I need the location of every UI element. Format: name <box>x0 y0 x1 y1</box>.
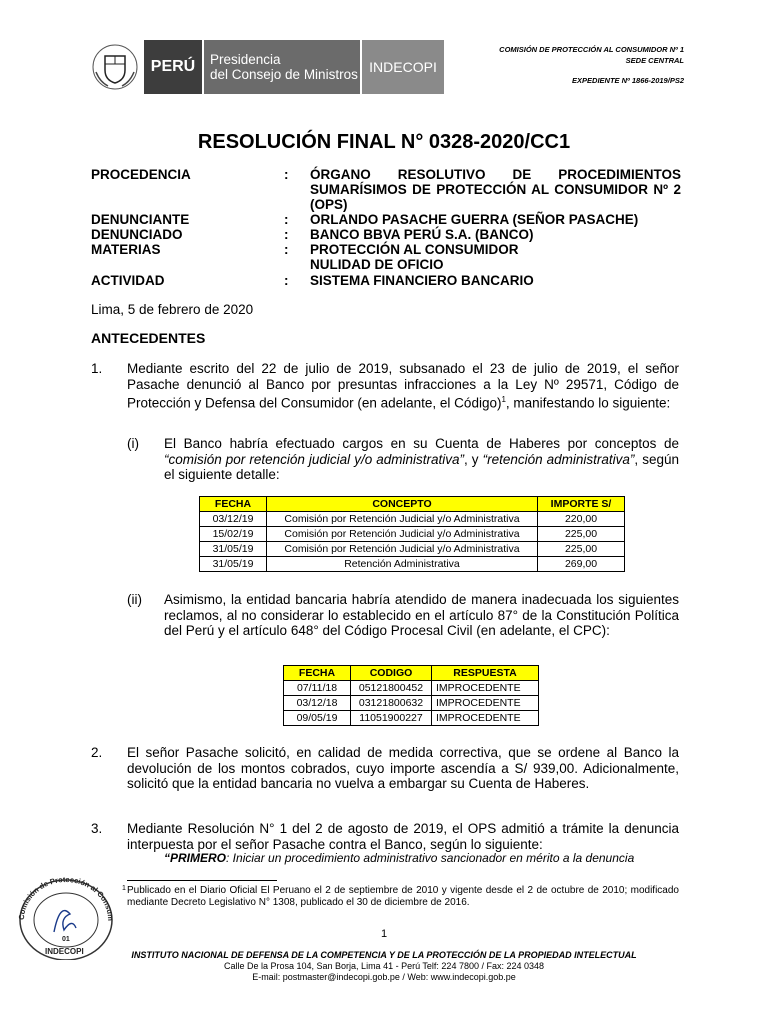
footer <box>0 950 768 983</box>
stamp-ring-text: Comisión de Protección al Consum <box>16 874 116 922</box>
field-value: ÓRGANO RESOLUTIVO DE PROCEDIMIENTOS SUMARÍSIMOS DE PROTECCIÓN AL CONSUMIDOR Nº 2 (OPS) <box>310 167 681 212</box>
footnote-divider <box>127 880 277 881</box>
table-row <box>200 557 625 572</box>
header-expediente: EXPEDIENTE Nº 1866-2019/PS2 <box>572 76 684 85</box>
field-label: MATERIAS <box>91 242 161 257</box>
paragraph-2: El señor Pasache solicitó, en calidad de medida correctiva, que se ordene al Banco la devolución de los montos cobrados, cuyo importe ascendía a S/ 939,00. Adicionalmente, solicitó que la entidad bancaria no vuelva a embargar su Cuenta de Haberes. <box>127 745 679 791</box>
paragraph-1 <box>127 361 679 411</box>
table-row <box>200 527 625 542</box>
resolution-title: RESOLUCIÓN FINAL N° 0328-2020/CC1 <box>197 131 571 153</box>
table-row <box>284 696 539 711</box>
claims-table-wrap <box>283 665 539 726</box>
header-commission: COMISIÓN DE PROTECCIÓN AL CONSUMIDOR Nº 1 <box>499 45 684 54</box>
paragraph-number: 1. <box>91 361 103 376</box>
pcm-line1: Presidencia <box>210 52 281 67</box>
table-header-cell: CODIGO <box>351 666 432 681</box>
field-colon: : <box>284 212 289 227</box>
pcm-line2: del Consejo de Ministros <box>210 67 358 82</box>
table-header-cell: RESPUESTA <box>432 666 539 681</box>
field-value: SISTEMA FINANCIERO BANCARIO <box>310 273 534 288</box>
table-cell: 03121800632 <box>351 696 432 711</box>
table-header-cell: IMPORTE S/ <box>538 497 625 512</box>
p1-text-end: , manifestando lo siguiente: <box>505 395 671 411</box>
item-ii: Asimismo, la entidad bancaria habría atendido de manera inadecuada los siguientes reclamos, al no considerar lo establecido en el artículo 87° de la Constitución Política del Perú y el artículo 648° del Código Procesal Civil (en adelante, el CPC): <box>164 592 679 638</box>
materia-2: NULIDAD DE OFICIO <box>310 257 444 272</box>
charges-table <box>199 496 625 572</box>
table-cell: 269,00 <box>538 557 625 572</box>
table-header-row <box>200 497 625 512</box>
paragraph-number: 3. <box>91 821 103 836</box>
table-cell: 07/11/18 <box>284 681 351 696</box>
p1-text: Mediante escrito del 22 de julio de 2019, subsanado el 23 de julio de 2019, el señor Pasache denunció al Banco por presuntas infracciones a la Ley Nº 29571, Código de Protección y Defensa del Consumidor (en adelante, el Código) <box>127 361 679 411</box>
header-sede: SEDE CENTRAL <box>625 56 684 65</box>
svg-text:Comisión de Protección al Cons <box>10 870 115 921</box>
date-line: Lima, 5 de febrero de 2020 <box>91 302 254 317</box>
stamp-number: 01 <box>62 936 70 943</box>
item-i-italic: “comisión por retención judicial y/o administrativa” <box>164 451 465 467</box>
field-label: PROCEDENCIA <box>91 167 191 182</box>
table-cell: 225,00 <box>538 542 625 557</box>
field-procedencia <box>91 167 681 212</box>
footer-contact: E-mail: postmaster@indecopi.gob.pe / Web: www.indecopi.gob.pe <box>252 972 516 982</box>
field-label: DENUNCIADO <box>91 227 183 242</box>
field-colon: : <box>284 227 289 242</box>
table-cell: IMPROCEDENTE <box>432 711 539 726</box>
item-i-text: , y <box>464 451 483 467</box>
charges-table-wrap <box>199 496 625 572</box>
table-cell: 05121800452 <box>351 681 432 696</box>
table-cell: Comisión por Retención Judicial y/o Administrativa <box>267 512 538 527</box>
table-cell: 03/12/18 <box>284 696 351 711</box>
quote-line <box>164 851 679 865</box>
field-colon: : <box>284 167 289 182</box>
table-header-cell: FECHA <box>200 497 267 512</box>
table-header-cell: CONCEPTO <box>267 497 538 512</box>
materia-1: PROTECCIÓN AL CONSUMIDOR <box>310 242 519 257</box>
section-heading: ANTECEDENTES <box>91 330 206 346</box>
item-number: (i) <box>127 436 139 451</box>
field-label: DENUNCIANTE <box>91 212 190 227</box>
field-colon: : <box>284 273 289 288</box>
table-row <box>200 542 625 557</box>
field-value <box>310 242 681 272</box>
item-number: (ii) <box>127 592 142 607</box>
field-materias <box>91 242 681 272</box>
table-cell: 03/12/19 <box>200 512 267 527</box>
table-cell: 11051900227 <box>351 711 432 726</box>
item-i-text: , según el siguiente detalle: <box>164 451 679 482</box>
field-label: ACTIVIDAD <box>91 273 165 288</box>
table-cell: Comisión por Retención Judicial y/o Administrativa <box>267 542 538 557</box>
paragraph-number: 2. <box>91 745 103 760</box>
table-cell: IMPROCEDENTE <box>432 681 539 696</box>
item-i-text: El Banco habría efectuado cargos en su Cuenta de Haberes por conceptos de <box>164 436 679 451</box>
field-value: BANCO BBVA PERÚ S.A. (BANCO) <box>310 227 534 242</box>
quote-text: : Iniciar un procedimiento administrativo sancionador en mérito a la denuncia <box>226 851 635 865</box>
claims-table <box>283 665 539 726</box>
official-stamp <box>10 870 120 960</box>
field-actividad <box>91 273 681 288</box>
table-cell: Retención Administrativa <box>267 557 538 572</box>
table-header-row <box>284 666 539 681</box>
coat-of-arms-icon <box>88 40 142 94</box>
footnote-text: Publicado en el Diario Oficial El Peruano el 2 de septiembre de 2010 y vigente desde el 2 de octubre de 2010; modificado mediante Decreto Legislativo N° 1308, publicado el 30 de diciembre de 2016. <box>127 885 679 908</box>
table-cell: 220,00 <box>538 512 625 527</box>
footnote-ref: 1 <box>501 395 506 404</box>
table-header-cell: FECHA <box>284 666 351 681</box>
case-fields <box>91 167 681 288</box>
table-cell: IMPROCEDENTE <box>432 696 539 711</box>
table-cell: 31/05/19 <box>200 542 267 557</box>
footer-address: Calle De la Prosa 104, San Borja, Lima 41 - Perú Telf: 224 7800 / Fax: 224 0348 <box>223 961 545 971</box>
footnote-number: 1 <box>122 885 126 892</box>
table-cell: 09/05/19 <box>284 711 351 726</box>
table-cell: Comisión por Retención Judicial y/o Administrativa <box>267 527 538 542</box>
item-i <box>164 436 679 483</box>
table-row <box>284 681 539 696</box>
field-denunciante <box>91 212 681 227</box>
table-cell: 225,00 <box>538 527 625 542</box>
pcm-label <box>204 40 360 94</box>
field-value: ORLANDO PASACHE GUERRA (SEÑOR PASACHE) <box>310 212 639 227</box>
paragraph-3: Mediante Resolución N° 1 del 2 de agosto de 2019, el OPS admitió a trámite la denuncia interpuesta por el señor Pasache contra el Banco, según lo siguiente: <box>127 821 679 852</box>
quote-bold: “PRIMERO <box>164 851 227 865</box>
indecopi-label: INDECOPI <box>362 40 444 94</box>
field-denunciado <box>91 227 681 242</box>
table-cell: 31/05/19 <box>200 557 267 572</box>
header-right-info <box>499 44 684 86</box>
footnote <box>122 885 679 909</box>
table-row <box>200 512 625 527</box>
footer-institute: INSTITUTO NACIONAL DE DEFENSA DE LA COMPETENCIA Y DE LA PROTECCIÓN DE LA PROPIEDAD INTELECTUAL <box>131 950 637 960</box>
field-colon: : <box>284 242 289 257</box>
header-logo-bar <box>88 40 444 94</box>
peru-label: PERÚ <box>144 40 202 94</box>
item-i-italic: “retención administrativa” <box>482 451 635 467</box>
table-cell: 15/02/19 <box>200 527 267 542</box>
stamp-name: INDECOPI <box>45 947 84 956</box>
table-row <box>284 711 539 726</box>
page-number: 1 <box>380 928 388 940</box>
